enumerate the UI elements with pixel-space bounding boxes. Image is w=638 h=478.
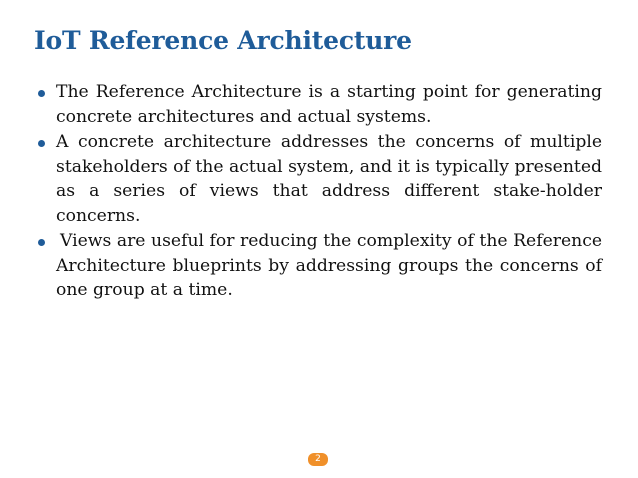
bullet-dot-icon [38,140,45,147]
page-number-badge: 2 [308,453,328,466]
bullet-item [38,80,602,129]
bullet-item [38,130,602,228]
bullet-text: The Reference Architecture is a starting point for generating concrete architectures and actual systems. [56,82,602,127]
bullet-item [38,229,602,303]
bullet-dot-icon [38,239,45,246]
bullet-dot-icon [38,90,45,97]
bullet-list [38,80,602,304]
bullet-text: Views are useful for reducing the complexity of the Reference Architecture blueprints by addressing groups the concerns of one group at a time. [56,231,602,300]
bullet-text: A concrete architecture addresses the concerns of multiple stakeholders of the actual system, and it is typically presented as a series of views that address different stake-holder concerns. [56,132,602,226]
slide-title: IoT Reference Architecture [34,26,412,55]
